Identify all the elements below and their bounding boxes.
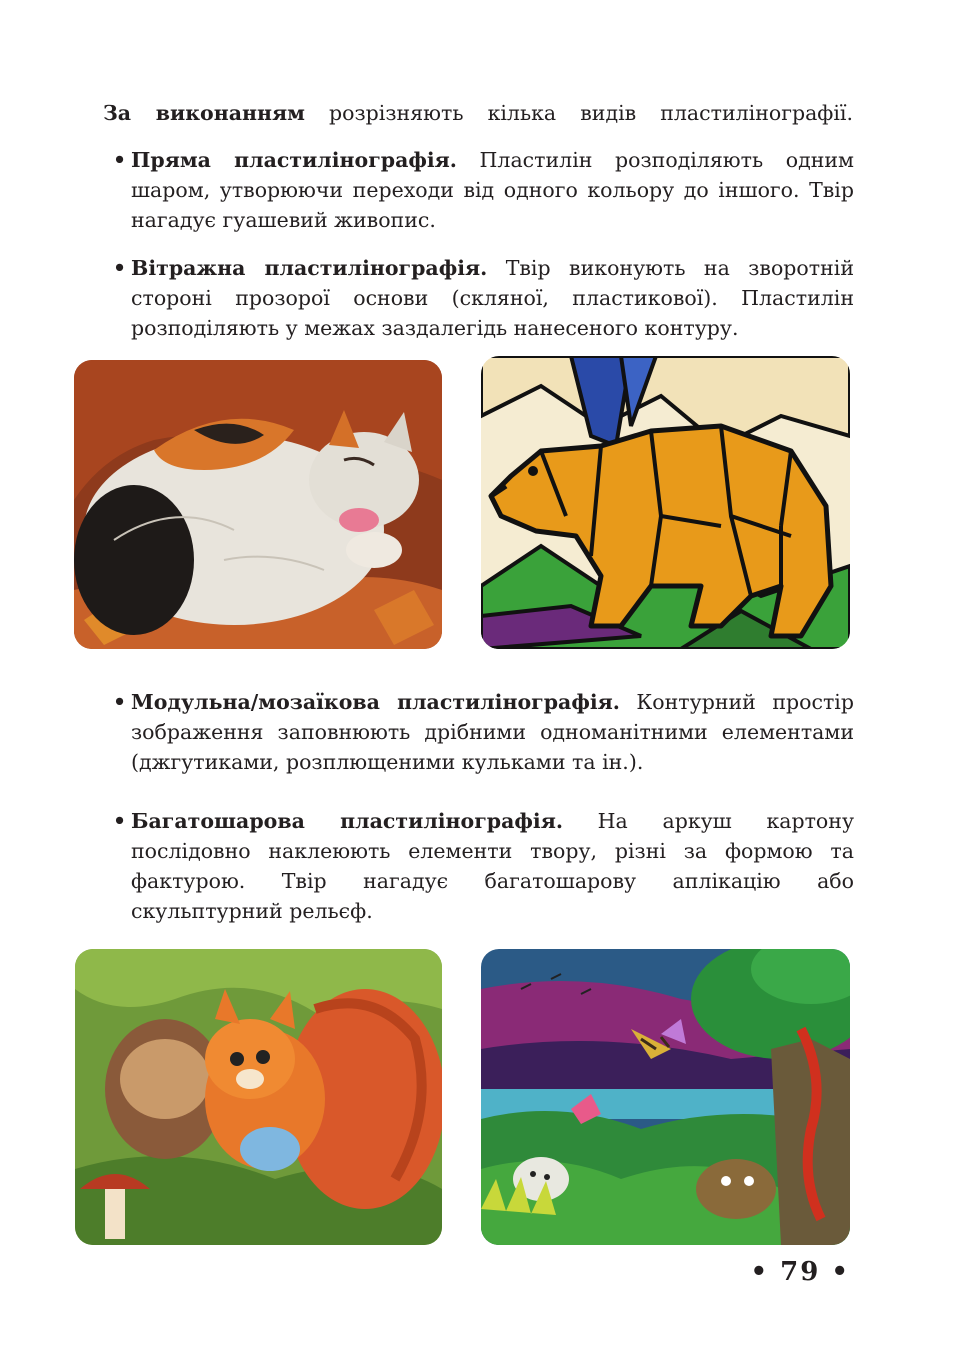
list-item-direct: [113, 145, 854, 235]
list-item-term: Пряма пластилінографія.: [131, 148, 457, 172]
bullet-icon: •: [113, 690, 127, 714]
cat-artwork-image: [74, 360, 442, 649]
list-item-text: [131, 145, 854, 235]
list-item-description: Контурний простір зображення заповнюють дрібними одноманітними елементами (джгутиками, розплющеними кульками та ін.).: [131, 690, 854, 774]
intro-paragraph: [103, 98, 853, 128]
list-item-text: [131, 806, 854, 926]
list-item-text: [131, 687, 854, 777]
list-item-text: [131, 253, 854, 343]
bullet-icon: •: [113, 256, 127, 280]
bullet-icon: •: [113, 148, 127, 172]
intro-bold: За виконанням: [103, 101, 305, 125]
bear-artwork-image: [481, 356, 850, 649]
list-item-description: Пластилін розподіляють одним шаром, утворюючи переходи від одного кольору до іншого. Твір нагадує гуашевий живопис.: [131, 148, 854, 232]
intro-text: розрізняють кілька видів пластилінографії.: [304, 101, 853, 125]
list-item-multilayer: [113, 806, 854, 926]
list-item-description: Твір виконують на зворотній стороні прозорої основи (скляної, пластикової). Пластилін розподіляють у межах заздалегідь нанесеного контуру.: [131, 256, 854, 340]
list-item-stained-glass: [113, 253, 854, 343]
list-item-description: На аркуш картону послідовно наклеюють елементи твору, різні за формою та фактурою. Твір нагадує багатошарову аплікацію або скульптурний рельєф.: [131, 809, 855, 923]
list-item-term: Вітражна пластилінографія.: [131, 256, 488, 280]
bullet-icon: •: [113, 809, 127, 833]
page-number: • 79 •: [750, 1257, 850, 1287]
jungle-artwork-image: [481, 949, 850, 1245]
list-item-mosaic: [113, 687, 854, 777]
list-item-term: Модульна/мозаїкова пластилінографія.: [131, 690, 620, 714]
list-item-term: Багатошарова пластилінографія.: [131, 809, 563, 833]
squirrel-artwork-image: [75, 949, 442, 1245]
